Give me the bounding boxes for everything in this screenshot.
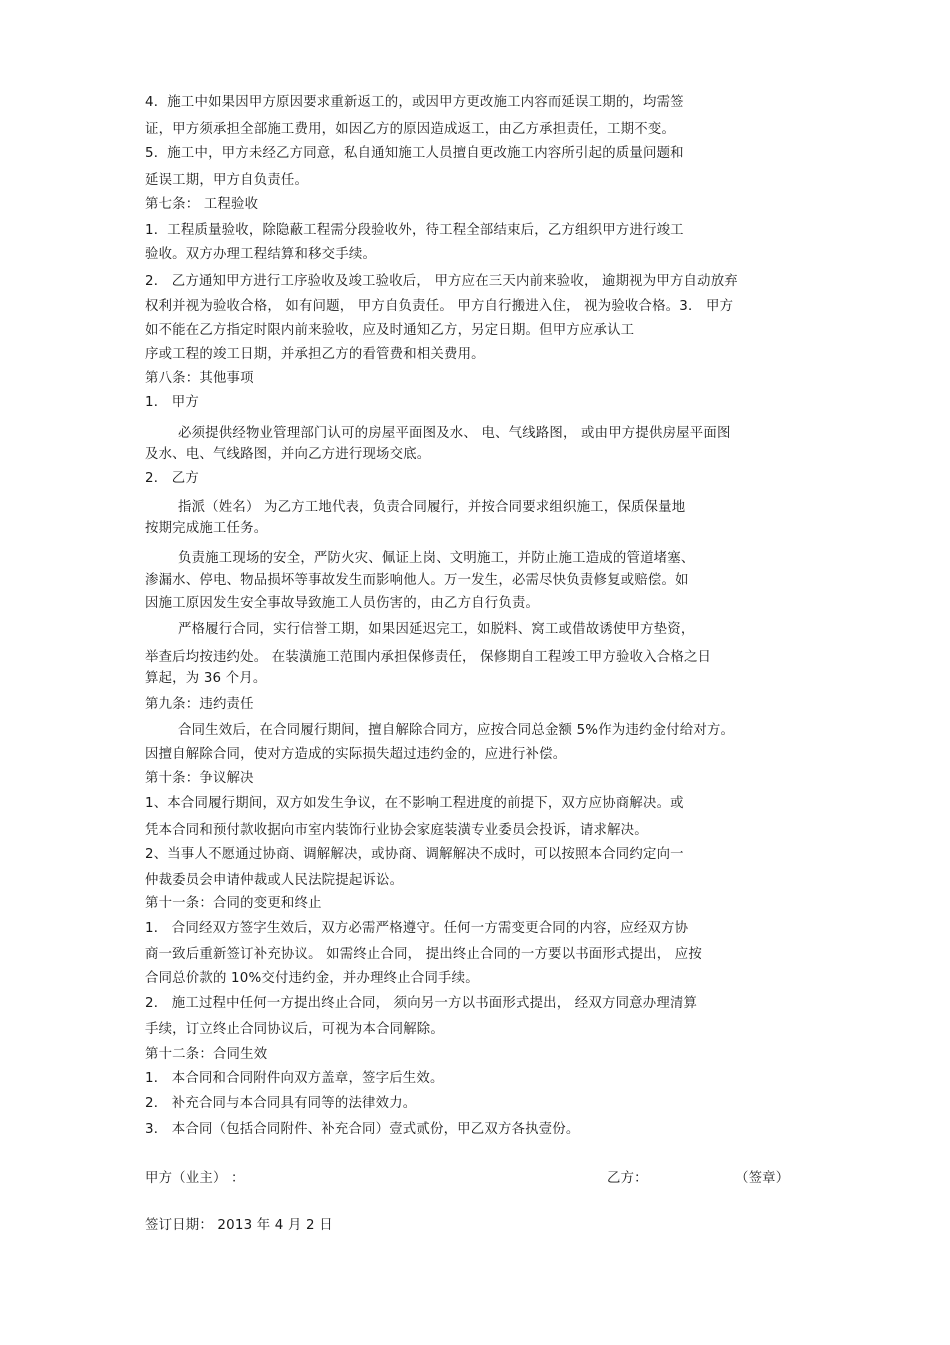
text-line: 如不能在乙方指定时限内前来验收，应及时通知乙方，另定日期。但甲方应承认工 (145, 323, 635, 338)
signing-date: 签订日期： 2013 年 4 月 2 日 (145, 1218, 333, 1233)
section-heading: 第十条：争议解决 (145, 771, 254, 786)
text-line: 序或工程的竣工日期，并承担乙方的看管费和相关费用。 (145, 347, 485, 362)
party-a-label: 甲方（业主） ： (145, 1171, 245, 1186)
text-line: 手续，订立终止合同协议后，可视为本合同解除。 (145, 1022, 444, 1037)
text-line: 算起，为 36 个月。 (145, 671, 267, 686)
text-line: 3． 本合同（包括合同附件、补充合同）壹式贰份，甲乙双方各执壹份。 (145, 1122, 580, 1137)
text-line: 2． 乙方 (145, 471, 199, 486)
text-line: 5．施工中，甲方未经乙方同意，私自通知施工人员擅自更改施工内容所引起的质量问题和 (145, 146, 684, 161)
text-line: 2、当事人不愿通过协商、调解解决，或协商、调解解决不成时，可以按照本合同约定向一 (145, 847, 684, 862)
text-line: 负责施工现场的安全，严防火灾、佩证上岗、文明施工，并防止施工造成的管道堵塞、 (178, 551, 695, 566)
section-heading: 第七条： 工程验收 (145, 197, 259, 212)
text-line: 1． 甲方 (145, 395, 199, 410)
text-line: 验收。双方办理工程结算和移交手续。 (145, 247, 377, 262)
text-line: 2． 施工过程中任何一方提出终止合同， 须向另一方以书面形式提出， 经双方同意办理清算 (145, 996, 698, 1011)
section-heading: 第九条：违约责任 (145, 697, 254, 712)
text-line: 合同总价款的 10%交付违约金，并办理终止合同手续。 (145, 971, 479, 986)
text-line: 2． 乙方通知甲方进行工序验收及竣工验收后， 甲方应在三天内前来验收， 逾期视为甲方自动放弃 (145, 274, 738, 289)
text-line: 严格履行合同，实行信誉工期，如果因延迟完工，如脱料、窝工或借故诱使甲方垫资， (178, 622, 695, 637)
text-line: 及水、电、气线路图，并向乙方进行现场交底。 (145, 447, 431, 462)
text-line: 渗漏水、停电、物品损坏等事故发生而影响他人。万一发生，必需尽快负责修复或赔偿。如 (145, 573, 689, 588)
section-heading: 第十一条：合同的变更和终止 (145, 896, 322, 911)
text-line: 1． 本合同和合同附件向双方盖章，签字后生效。 (145, 1071, 444, 1086)
text-line: 4．施工中如果因甲方原因要求重新返工的，或因甲方更改施工内容而延误工期的，均需签 (145, 95, 684, 110)
text-line: 1、本合同履行期间，双方如发生争议，在不影响工程进度的前提下，双方应协商解决。或 (145, 796, 684, 811)
text-line: 凭本合同和预付款收据向市室内装饰行业协会家庭装潢专业委员会投诉，请求解决。 (145, 823, 648, 838)
text-line: 2． 补充合同与本合同具有同等的法律效力。 (145, 1096, 417, 1111)
section-heading: 第十二条：合同生效 (145, 1047, 268, 1062)
text-line: 按期完成施工任务。 (145, 521, 268, 536)
text-line: 举查后均按违约处。 在装潢施工范围内承担保修责任， 保修期自工程竣工甲方验收入合格之日 (145, 650, 712, 665)
seal-label: （签章） (735, 1171, 790, 1186)
text-line: 商一致后重新签订补充协议。 如需终止合同， 提出终止合同的一方要以书面形式提出， 应按 (145, 947, 702, 962)
section-heading: 第八条：其他事项 (145, 371, 254, 386)
text-line: 1．工程质量验收，除隐蔽工程需分段验收外，待工程全部结束后，乙方组织甲方进行竣工 (145, 223, 684, 238)
text-line: 必须提供经物业管理部门认可的房屋平面图及水、 电、气线路图， 或由甲方提供房屋平面图 (178, 426, 731, 441)
text-line: 权利并视为验收合格， 如有问题， 甲方自负责任。 甲方自行搬进入住， 视为验收合格。3． 甲方 (145, 299, 734, 314)
text-line: 仲裁委员会申请仲裁或人民法院提起诉讼。 (145, 873, 404, 888)
text-line: 指派（姓名） 为乙方工地代表，负责合同履行，并按合同要求组织施工，保质保量地 (178, 500, 686, 515)
text-line: 合同生效后，在合同履行期间，擅自解除合同方，应按合同总金额 5%作为违约金付给对方。 (178, 723, 735, 738)
text-line: 因擅自解除合同，使对方造成的实际损失超过违约金的，应进行补偿。 (145, 747, 567, 762)
text-line: 证，甲方须承担全部施工费用，如因乙方的原因造成返工，由乙方承担责任，工期不变。 (145, 122, 676, 137)
text-line: 因施工原因发生安全事故导致施工人员伤害的，由乙方自行负责。 (145, 596, 540, 611)
text-line: 1． 合同经双方签字生效后，双方必需严格遵守。任何一方需变更合同的内容，应经双方协 (145, 921, 689, 936)
text-line: 延误工期，甲方自负责任。 (145, 173, 309, 188)
party-b-label: 乙方： (607, 1171, 648, 1186)
